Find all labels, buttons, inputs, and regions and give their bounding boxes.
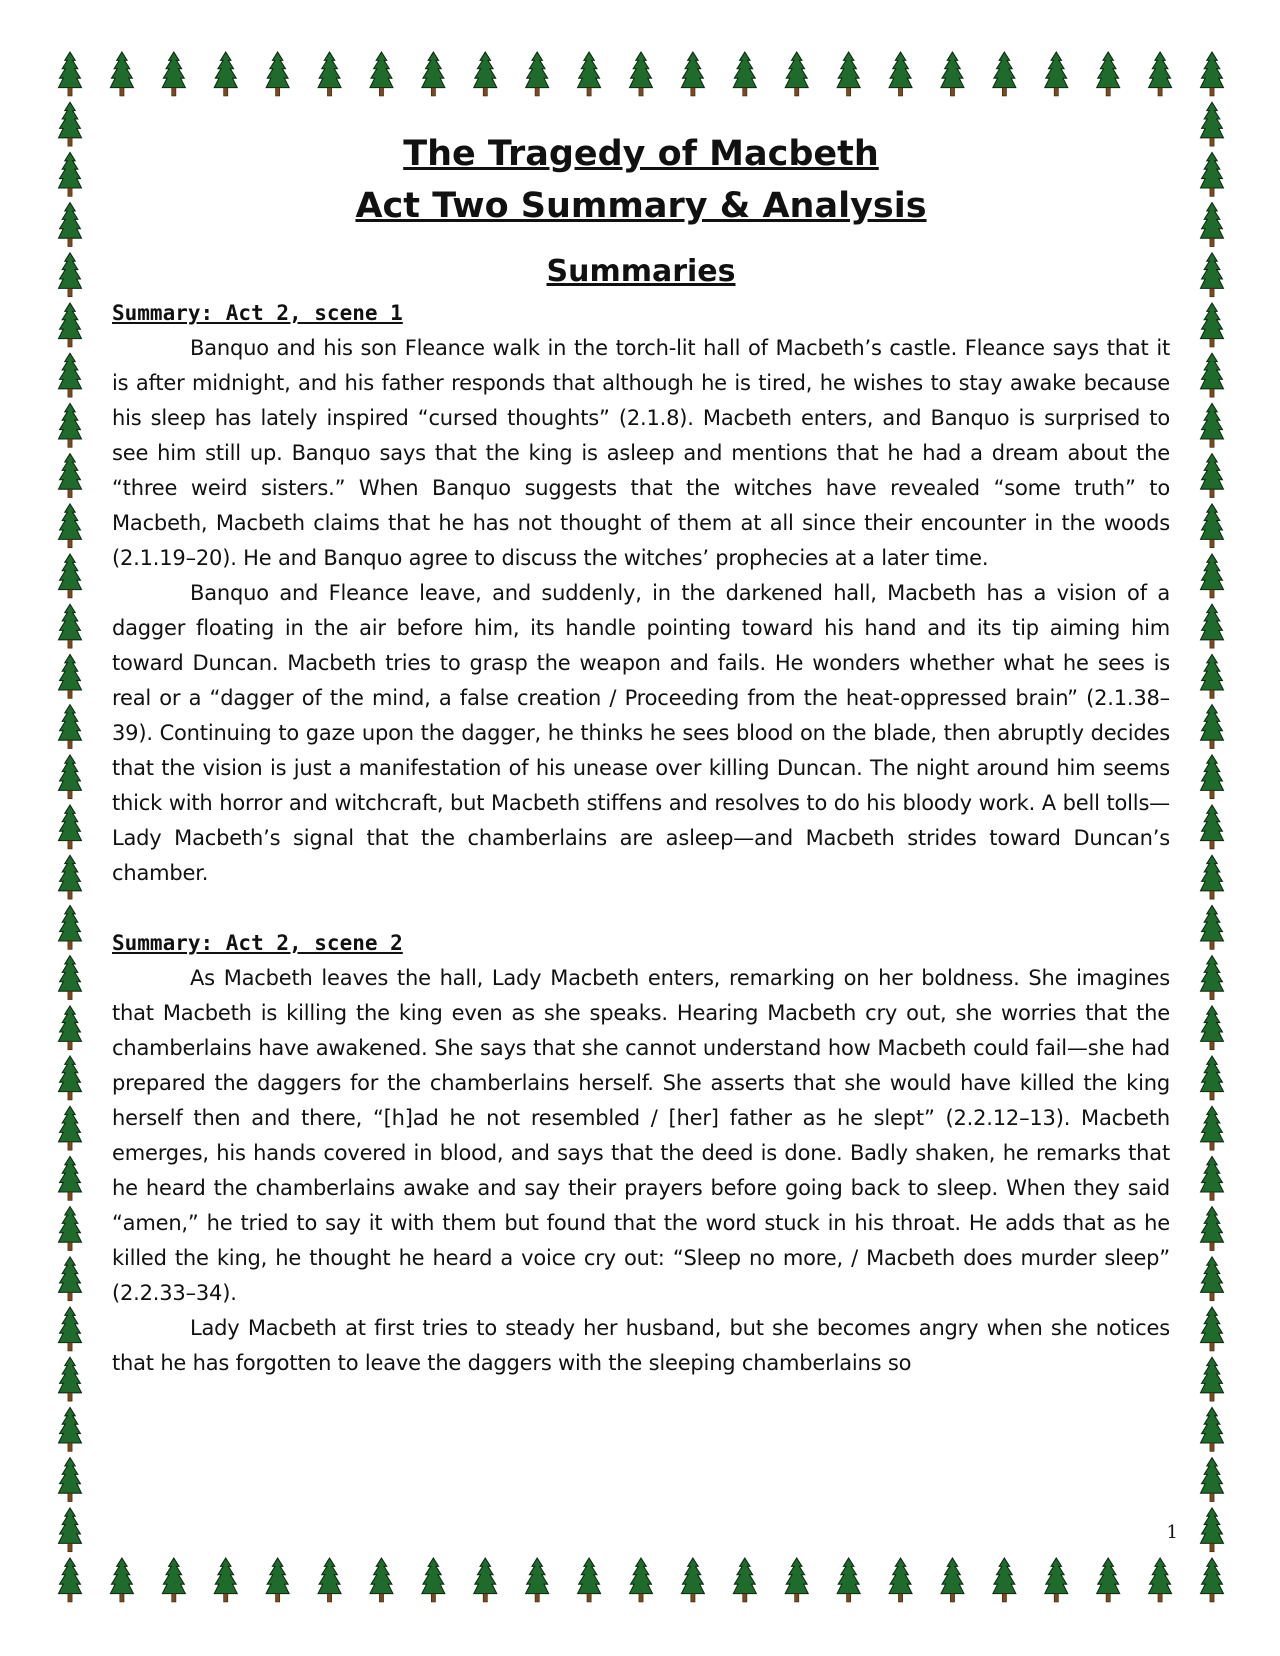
pine-tree-icon xyxy=(59,454,82,498)
pine-tree-icon xyxy=(59,1508,82,1552)
pine-tree-icon xyxy=(1149,1558,1172,1602)
pine-tree-icon xyxy=(59,152,82,196)
pine-tree-icon xyxy=(59,1106,82,1150)
pine-tree-icon xyxy=(1201,1307,1224,1351)
pine-tree-icon xyxy=(1201,1407,1224,1451)
document-subtitle: Act Two Summary & Analysis xyxy=(355,186,927,226)
pine-tree-icon xyxy=(785,1558,808,1602)
pine-tree-icon xyxy=(526,52,549,96)
pine-tree-icon xyxy=(59,554,82,598)
pine-tree-icon xyxy=(1045,52,1068,96)
pine-tree-icon xyxy=(1201,504,1224,548)
pine-tree-icon xyxy=(59,1006,82,1050)
pine-tree-icon xyxy=(59,1357,82,1401)
pine-tree-icon xyxy=(993,52,1016,96)
pine-tree-icon xyxy=(1201,805,1224,849)
pine-tree-icon xyxy=(630,1558,653,1602)
pine-tree-icon xyxy=(941,1558,964,1602)
pine-tree-icon xyxy=(1201,1106,1224,1150)
pine-tree-icon xyxy=(681,1558,704,1602)
pine-tree-icon xyxy=(59,1407,82,1451)
pine-tree-icon xyxy=(59,604,82,648)
pine-tree-icon xyxy=(59,1558,82,1602)
document-body xyxy=(112,128,1170,1381)
pine-tree-icon xyxy=(59,303,82,347)
pine-tree-icon xyxy=(59,956,82,1000)
pine-tree-icon xyxy=(1201,353,1224,397)
scene-1-heading: Summary: Act 2, scene 1 xyxy=(112,301,403,325)
pine-tree-icon xyxy=(59,654,82,698)
pine-tree-icon xyxy=(474,52,497,96)
pine-tree-icon xyxy=(1201,303,1224,347)
pine-tree-icon xyxy=(1201,203,1224,247)
scene-2-section xyxy=(112,926,1170,1381)
pine-tree-icon xyxy=(59,705,82,749)
pine-tree-icon xyxy=(59,1307,82,1351)
pine-tree-icon xyxy=(59,102,82,146)
pine-tree-icon xyxy=(1201,905,1224,949)
pine-tree-icon xyxy=(266,52,289,96)
pine-tree-icon xyxy=(59,203,82,247)
pine-tree-icon xyxy=(1201,1056,1224,1100)
scene-2-paragraph-1: As Macbeth leaves the hall, Lady Macbeth enters, remarking on her boldness. She imagines that Macbeth is killing the king even as she speaks. Hearing Macbeth cry out, she worries that the chamberlains have awakened. She says that she cannot understand how Macbeth could fail—she had prepared the daggers for the chamberlains herself. She asserts that she would have killed the king herself then and there, “[h]ad he not resembled / [her] father as he slept” (2.2.12–13). Macbeth emerges, his hands covered in blood, and says that the deed is done. Badly shaken, he remarks that he heard the chamberlains awake and say their prayers before going back to sleep. When they said “amen,” he tried to say it with them but found that the word stuck in his throat. He adds that as he killed the king, he thought he heard a voice cry out: “Sleep no more, / Macbeth does murder sleep” (2.2.33–34). xyxy=(112,966,1170,1305)
pine-tree-icon xyxy=(993,1558,1016,1602)
pine-tree-icon xyxy=(1201,454,1224,498)
pine-tree-icon xyxy=(889,1558,912,1602)
pine-tree-icon xyxy=(59,1156,82,1200)
pine-tree-icon xyxy=(59,52,82,96)
pine-tree-icon xyxy=(1201,956,1224,1000)
pine-tree-icon xyxy=(59,253,82,297)
pine-tree-icon xyxy=(318,1558,341,1602)
pine-tree-icon xyxy=(1149,52,1172,96)
pine-tree-icon xyxy=(837,1558,860,1602)
pine-tree-icon xyxy=(733,1558,756,1602)
pine-tree-icon xyxy=(318,52,341,96)
pine-tree-icon xyxy=(1201,1257,1224,1301)
pine-tree-icon xyxy=(1201,253,1224,297)
pine-tree-icon xyxy=(214,52,237,96)
pine-tree-icon xyxy=(1201,102,1224,146)
pine-tree-icon xyxy=(1201,654,1224,698)
scene-2-heading: Summary: Act 2, scene 2 xyxy=(112,931,403,955)
pine-tree-icon xyxy=(1201,1156,1224,1200)
pine-tree-icon xyxy=(1201,1357,1224,1401)
pine-tree-icon xyxy=(1045,1558,1068,1602)
pine-tree-icon xyxy=(785,52,808,96)
pine-tree-icon xyxy=(1097,1558,1120,1602)
pine-tree-icon xyxy=(59,1207,82,1251)
pine-tree-icon xyxy=(1201,1458,1224,1502)
pine-tree-icon xyxy=(578,1558,601,1602)
pine-tree-icon xyxy=(59,403,82,447)
pine-tree-icon xyxy=(110,52,133,96)
pine-tree-icon xyxy=(422,1558,445,1602)
pine-tree-icon xyxy=(59,905,82,949)
scene-2-paragraph-2: Lady Macbeth at first tries to steady her husband, but she becomes angry when she notices that he has forgotten to leave the daggers with the sleeping chamberlains so xyxy=(112,1316,1170,1375)
scene-1-paragraph-1: Banquo and his son Fleance walk in the torch-lit hall of Macbeth’s castle. Fleance says that it is after midnight, and his father responds that although he is tired, he wishes to stay awake because his sleep has lately inspired “cursed thoughts” (2.1.8). Macbeth enters, and Banquo is surprised to see him still up. Banquo says that the king is asleep and mentions that he had a dream about the “three weird sisters.” When Banquo suggests that the witches have revealed “some truth” to Macbeth, Macbeth claims that he has not thought of them at all since their encounter in the woods (2.1.19–20). He and Banquo agree to discuss the witches’ prophecies at a later time. xyxy=(112,336,1170,570)
pine-tree-icon xyxy=(110,1558,133,1602)
pine-tree-icon xyxy=(1201,1207,1224,1251)
scene-1-section xyxy=(112,296,1170,891)
pine-tree-icon xyxy=(941,52,964,96)
pine-tree-icon xyxy=(578,52,601,96)
pine-tree-icon xyxy=(59,353,82,397)
pine-tree-icon xyxy=(59,1257,82,1301)
pine-tree-icon xyxy=(681,52,704,96)
scene-1-paragraph-2: Banquo and Fleance leave, and suddenly, in the darkened hall, Macbeth has a vision of a dagger floating in the air before him, its handle pointing toward his hand and its tip aiming him toward Duncan. Macbeth tries to grasp the weapon and fails. He wonders whether what he sees is real or a “dagger of the mind, a false creation / Proceeding from the heat-oppressed brain” (2.1.38–39). Continuing to gaze upon the dagger, he thinks he sees blood on the blade, then abruptly decides that the vision is just a manifestation of his unease over killing Duncan. The night around him seems thick with horror and witchcraft, but Macbeth stiffens and resolves to do his bloody work. A bell tolls—Lady Macbeth’s signal that the chamberlains are asleep—and Macbeth strides toward Duncan’s chamber. xyxy=(112,581,1170,885)
pine-tree-icon xyxy=(422,52,445,96)
pine-tree-icon xyxy=(526,1558,549,1602)
pine-tree-icon xyxy=(162,1558,185,1602)
pine-tree-icon xyxy=(370,1558,393,1602)
section-heading-summaries: Summaries xyxy=(546,254,736,289)
section-gap xyxy=(112,891,1170,926)
pine-tree-icon xyxy=(1201,1558,1224,1602)
pine-tree-icon xyxy=(266,1558,289,1602)
pine-tree-icon xyxy=(1097,52,1120,96)
page-number: 1 xyxy=(1166,1522,1178,1543)
pine-tree-icon xyxy=(837,52,860,96)
pine-tree-icon xyxy=(1201,403,1224,447)
pine-tree-icon xyxy=(1201,1508,1224,1552)
pine-tree-icon xyxy=(733,52,756,96)
pine-tree-icon xyxy=(59,755,82,799)
pine-tree-icon xyxy=(59,504,82,548)
pine-tree-icon xyxy=(1201,755,1224,799)
pine-tree-icon xyxy=(1201,705,1224,749)
pine-tree-icon xyxy=(1201,554,1224,598)
pine-tree-icon xyxy=(162,52,185,96)
pine-tree-icon xyxy=(1201,152,1224,196)
pine-tree-icon xyxy=(370,52,393,96)
pine-tree-icon xyxy=(1201,855,1224,899)
pine-tree-icon xyxy=(1201,52,1224,96)
pine-tree-icon xyxy=(59,1056,82,1100)
pine-tree-icon xyxy=(59,855,82,899)
pine-tree-icon xyxy=(59,805,82,849)
pine-tree-icon xyxy=(214,1558,237,1602)
pine-tree-icon xyxy=(630,52,653,96)
pine-tree-icon xyxy=(889,52,912,96)
pine-tree-icon xyxy=(474,1558,497,1602)
pine-tree-icon xyxy=(1201,604,1224,648)
document-title: The Tragedy of Macbeth xyxy=(403,134,879,174)
pine-tree-icon xyxy=(59,1458,82,1502)
pine-tree-icon xyxy=(1201,1006,1224,1050)
